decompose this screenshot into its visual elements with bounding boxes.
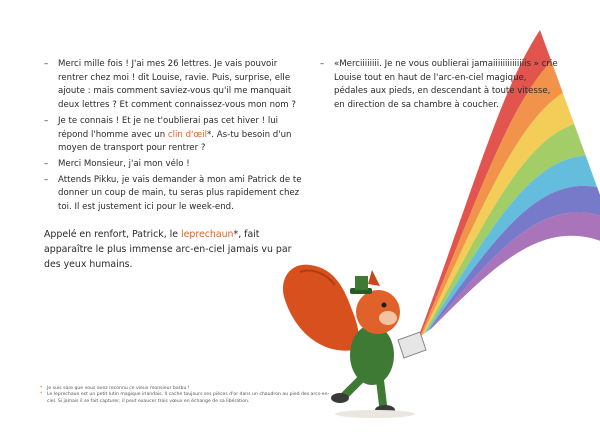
highlighted-term: leprechaun	[181, 228, 234, 240]
dash-mark: –	[320, 59, 325, 69]
narration-text: , fait apparaître le plus immense arc-en-ciel jamais vu par des yeux humains.	[44, 228, 292, 270]
dialogue-text: Attends Pikku, je vais demander à mon ami Patrick de te donner un coup de main, tu seras plus rapidement chez toi. Il est justement ici pour le week-end.	[58, 174, 302, 213]
dash-mark: –	[44, 59, 49, 69]
dialogue-line	[44, 174, 306, 215]
narration-paragraph	[44, 227, 306, 272]
footnotes	[40, 386, 330, 405]
dialogue-text: . As-tu besoin d'un moyen de transport pour rentrer ?	[58, 129, 292, 154]
footnote	[40, 392, 330, 405]
dash-mark: –	[44, 174, 49, 185]
footnote-text: Le leprechaun est un petit lutin magique irlandais. Il cache toujours ses pièces d'or dans un chaudron au pied des arcs-en-ciel. Si jamais il se fait capturer, il peut exaucer trois vœux en échange de sa libération.	[47, 392, 330, 404]
dialogue-text: «Merciiiiiiii. Je ne vous oublierai jamaiiiiiiiiiiiiiis » crie Louise tout en haut de l'arc-en-ciel magique, pédales aux pieds, en descendant à toute vitesse, en direction de sa chambre à coucher.	[334, 59, 558, 110]
footnote-marker: *	[40, 392, 43, 398]
dialogue-line	[44, 115, 306, 156]
footnote-marker: *	[206, 129, 212, 140]
dialogue-line	[44, 158, 306, 172]
narration-text: Appelé en renfort, Patrick, le	[44, 228, 182, 240]
right-column	[320, 58, 560, 112]
highlighted-term: clin d'œil	[167, 129, 207, 140]
left-column	[44, 58, 306, 272]
dialogue-line	[320, 58, 560, 112]
dialogue-text: Merci Monsieur, j'ai mon vélo !	[58, 158, 190, 169]
dash-mark: –	[44, 158, 49, 169]
footnote-marker: *	[40, 386, 43, 391]
footnote-text: Je suis sûre que vous avez reconnu ce vieux monsieur barbu !	[47, 386, 190, 391]
dialogue-text: Je te connais ! Et je ne t'oublierai pas cet hiver ! lui répond l'homme avec un	[58, 115, 279, 140]
footnote-marker: *	[233, 228, 239, 240]
dash-mark: –	[44, 115, 49, 126]
dialogue-line	[44, 58, 306, 113]
dialogue-text: Merci mille fois ! J'ai mes 26 lettres. Je vais pouvoir rentrer chez moi ! dit Louise, ravie. Puis, surprise, elle ajoute : mais comment saviez-vous qu'il me manquait deux lettres ? Et comment connaissez-vous mon nom ?	[58, 59, 296, 111]
